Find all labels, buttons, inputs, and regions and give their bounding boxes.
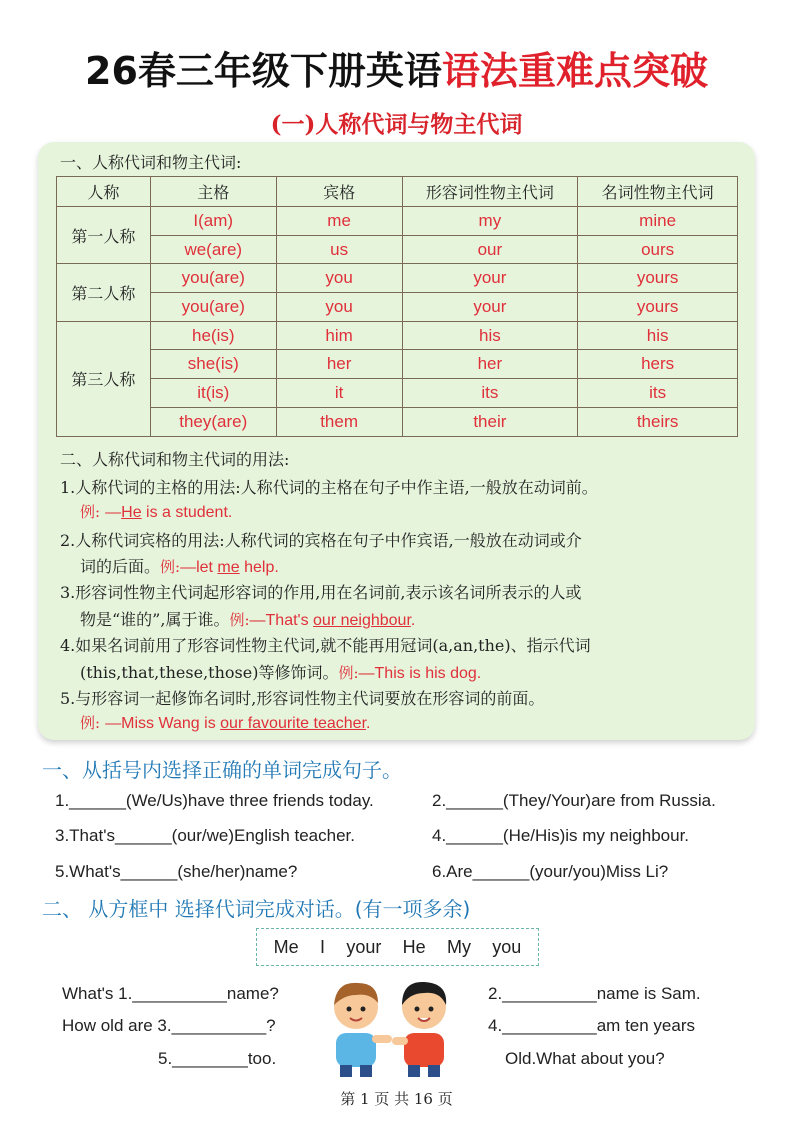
example-underlined: me <box>217 559 240 576</box>
word-option: My <box>446 936 471 957</box>
table-row <box>57 264 738 293</box>
table-cell: its <box>578 379 738 408</box>
person-cell: 第一人称 <box>57 207 151 264</box>
dialogue-line-5: 5.________too. <box>158 1049 277 1068</box>
exercise1-item-2: 2.______(They/Your)are from Russia. <box>432 791 716 810</box>
example-text <box>180 559 279 576</box>
table-cell: me <box>276 207 402 236</box>
table-row <box>57 207 738 236</box>
person-cell: 第三人称 <box>57 321 151 436</box>
table-cell: you(are) <box>150 293 276 322</box>
table-cell: its <box>402 379 578 408</box>
example-underlined: our neighbour <box>313 612 411 629</box>
sub-title: (一)人称代词与物主代词 <box>270 111 523 138</box>
table-cell: theirs <box>578 407 738 436</box>
example-underlined: He <box>121 504 142 521</box>
boy-left-figure <box>334 983 392 1077</box>
example-text <box>105 504 232 521</box>
dialogue-line-3: How old are 3.__________? <box>62 1016 276 1035</box>
example-part: . <box>410 612 416 629</box>
table-row <box>57 235 738 264</box>
example-part: — <box>105 504 122 521</box>
usage-example-1 <box>80 501 770 522</box>
example-label: 例: <box>80 503 101 521</box>
table-cell: you <box>276 293 402 322</box>
table-cell: him <box>276 321 402 350</box>
table-cell: it(is) <box>150 379 276 408</box>
table-cell: they(are) <box>150 407 276 436</box>
exercise1-heading: 一、从括号内选择正确的单词完成句子。 <box>42 758 402 782</box>
exercise2-heading: 二、 从方框中 选择代词完成对话。(有一项多余) <box>42 897 471 921</box>
table-cell: our <box>402 235 578 264</box>
table-cell: hers <box>578 350 738 379</box>
table-cell: we(are) <box>150 235 276 264</box>
table-cell: my <box>402 207 578 236</box>
word-option: you <box>492 936 522 957</box>
person-cell: 第二人称 <box>57 264 151 321</box>
example-label: 例: <box>338 664 359 682</box>
table-header: 人称 <box>57 177 151 207</box>
example-part: is a student. <box>141 504 233 521</box>
table-cell: his <box>402 321 578 350</box>
table-cell: you <box>276 264 402 293</box>
table-cell: us <box>276 235 402 264</box>
example-underlined: our favourite teacher <box>220 715 367 732</box>
rule-text: (this,that,these,those)等修饰词。 <box>80 663 339 682</box>
example-label: 例: <box>229 611 250 629</box>
example-part: —let <box>180 559 218 576</box>
table-cell: ours <box>578 235 738 264</box>
two-boys-illustration <box>322 975 460 1079</box>
usage-rule-2-line-1: 2.人称代词宾格的用法:人称代词的宾格在句子中作宾语,一般放在动词或介 <box>60 531 582 550</box>
exercise1-item-1: 1.______(We/Us)have three friends today. <box>55 791 374 810</box>
usage-rule-1: 1.人称代词的主格的用法:人称代词的主格在句子中作主语,一般放在动词前。 <box>60 478 598 497</box>
example-text: —This is his dog. <box>358 665 482 682</box>
table-row <box>57 350 738 379</box>
usage-rule-3-line-1: 3.形容词性物主代词起形容词的作用,用在名词前,表示该名词所表示的人或 <box>60 583 582 602</box>
example-text <box>250 612 416 629</box>
example-label: 例: <box>160 558 181 576</box>
section2-heading: 二、人称代词和物主代词的用法: <box>60 450 290 469</box>
table-cell: your <box>402 264 578 293</box>
example-part: . <box>366 715 371 732</box>
table-row <box>57 407 738 436</box>
table-row <box>57 321 738 350</box>
example-part: help. <box>239 559 279 576</box>
table-header-row <box>57 177 738 207</box>
usage-rule-4-line-1: 4.如果名词前用了形容词性物主代词,就不能再用冠词(a,an,the)、指示代词 <box>60 636 591 655</box>
example-label: 例: <box>80 714 101 732</box>
table-cell: them <box>276 407 402 436</box>
dialogue-line-1: What's 1.__________name? <box>62 984 279 1003</box>
example-part: —Miss Wang is <box>105 715 221 732</box>
usage-rule-3-line-2 <box>80 607 770 630</box>
usage-example-5 <box>80 712 770 733</box>
table-header: 主格 <box>150 177 276 207</box>
exercise1-item-6: 6.Are______(your/you)Miss Li? <box>432 862 669 881</box>
rule-text: 物是“谁的”,属于谁。 <box>80 610 230 629</box>
dialogue-line-4: 4.__________am ten years <box>488 1016 695 1035</box>
example-text <box>105 715 370 732</box>
exercise1-item-3: 3.That's______(our/we)English teacher. <box>55 826 355 845</box>
word-option: I <box>319 936 325 957</box>
table-header: 宾格 <box>276 177 402 207</box>
dialogue-line-2: 2.__________name is Sam. <box>488 984 701 1003</box>
usage-rule-2-line-2 <box>80 554 770 577</box>
rule-text: 词的后面。 <box>80 557 161 576</box>
word-option: Me <box>273 936 299 957</box>
usage-rule-4-line-2 <box>80 660 770 683</box>
example-part: —That's <box>249 612 314 629</box>
table-cell: yours <box>578 293 738 322</box>
section1-heading: 一、人称代词和物主代词: <box>60 153 242 172</box>
pronoun-table <box>56 176 738 437</box>
table-cell: he(is) <box>150 321 276 350</box>
main-title-black: 26春三年级下册英语 <box>85 49 442 93</box>
table-row <box>57 379 738 408</box>
table-cell: her <box>402 350 578 379</box>
main-title <box>0 40 793 95</box>
exercise1-item-5: 5.What's______(she/her)name? <box>55 862 298 881</box>
word-option: your <box>346 936 382 957</box>
table-cell: it <box>276 379 402 408</box>
usage-rule-5: 5.与形容词一起修饰名词时,形容词性物主代词要放在形容词的前面。 <box>60 689 545 708</box>
table-cell: yours <box>578 264 738 293</box>
table-cell: she(is) <box>150 350 276 379</box>
dialogue-line-6: Old.What about you? <box>505 1049 665 1068</box>
table-cell: her <box>276 350 402 379</box>
main-title-red: 语法重难点突破 <box>441 49 708 93</box>
table-cell: his <box>578 321 738 350</box>
table-cell: your <box>402 293 578 322</box>
word-bank <box>256 928 539 966</box>
table-header: 形容词性物主代词 <box>402 177 578 207</box>
boy-right-figure <box>392 982 446 1077</box>
word-option: He <box>402 936 426 957</box>
table-cell: I(am) <box>150 207 276 236</box>
exercise1-item-4: 4.______(He/His)is my neighbour. <box>432 826 690 845</box>
table-row <box>57 293 738 322</box>
table-header: 名词性物主代词 <box>578 177 738 207</box>
table-cell: their <box>402 407 578 436</box>
table-cell: mine <box>578 207 738 236</box>
table-cell: you(are) <box>150 264 276 293</box>
page-footer: 第 1 页 共 16 页 <box>340 1090 453 1108</box>
